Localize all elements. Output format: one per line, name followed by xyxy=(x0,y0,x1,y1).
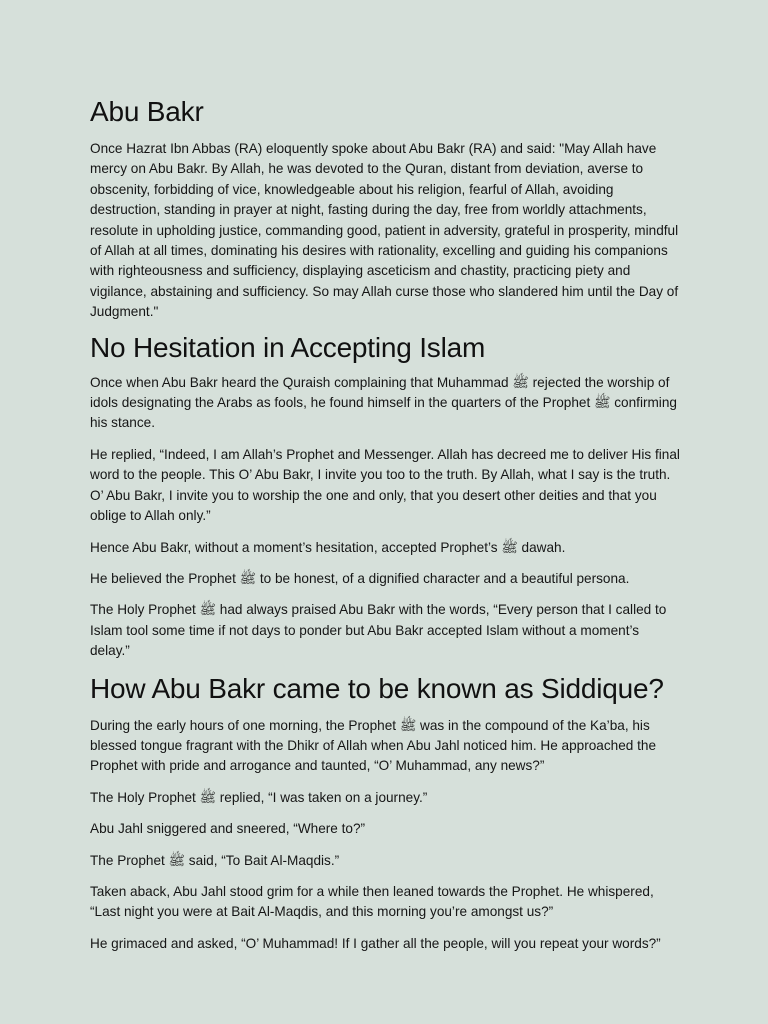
paragraph: The Holy Prophet ﷺ had always praised Abu Bakr with the words, “Every person that I called to Islam tool some time if not days to ponder but Abu Bakr accepted Islam without a moment’s delay.” xyxy=(90,602,667,659)
paragraph: During the early hours of one morning, the Prophet ﷺ was in the compound of the Ka’ba, his blessed tongue fragrant with the Dhikr of Allah when Abu Jahl noticed him. He approached the Prophet with pride and arrogance and taunted, “O’ Muhammad, any news?” xyxy=(90,717,657,774)
section-no-hesitation xyxy=(90,330,680,662)
section-abu-bakr xyxy=(90,94,680,323)
paragraph: The Holy Prophet ﷺ replied, “I was taken on a journey.” xyxy=(90,789,428,805)
paragraph: The Prophet ﷺ said, “To Bait Al-Maqdis.” xyxy=(90,852,340,868)
section-heading: How Abu Bakr came to be known as Siddique? xyxy=(90,672,664,704)
paragraph: He replied, “Indeed, I am Allah’s Prophet and Messenger. Allah has decreed me to deliver His final word to the people. This O’ Abu Bakr, I invite you too to the truth. By Allah, what I say is the truth. O’ Abu Bakr, I invite you to worship the one and only, that you desert other deities and that you oblige to Allah only.” xyxy=(90,446,680,524)
paragraph: Once when Abu Bakr heard the Quraish complaining that Muhammad ﷺ rejected the worship of idols designating the Arabs as fools, he found himself in the quarters of the Prophet ﷺ confirming his stance. xyxy=(90,374,677,431)
paragraph: He believed the Prophet ﷺ to be honest, of a dignified character and a beautiful persona. xyxy=(90,570,630,586)
section-body xyxy=(90,139,680,323)
section-body xyxy=(90,716,680,955)
section-body xyxy=(90,373,680,662)
paragraph: Hence Abu Bakr, without a moment’s hesitation, accepted Prophet’s ﷺ dawah. xyxy=(90,539,566,555)
paragraph: He grimaced and asked, “O’ Muhammad! If I gather all the people, will you repeat your words?” xyxy=(90,935,661,951)
section-heading: Abu Bakr xyxy=(90,96,204,127)
paragraph: Taken aback, Abu Jahl stood grim for a while then leaned towards the Prophet. He whispered, “Last night you were at Bait Al-Maqdis, and this morning you’re amongst us?” xyxy=(90,883,654,920)
paragraph: Abu Jahl sniggered and sneered, “Where to?” xyxy=(90,821,366,837)
section-siddique xyxy=(90,671,680,955)
section-heading: No Hesitation in Accepting Islam xyxy=(90,331,486,363)
paragraph: Once Hazrat Ibn Abbas (RA) eloquently spoke about Abu Bakr (RA) and said: "May Allah have mercy on Abu Bakr. By Allah, he was devoted to the Quran, distant from deviation, averse to obscenity, forbidding of vice, knowledgeable about his religion, fearful of Allah, avoiding destruction, standing in prayer at night, fasting during the day, free from worldly attachments, resolute in upholding justice, commanding good, patient in adversity, grateful in prosperity, mindful of Allah at all times, dominating his desires with rationality, excelling and guiding his companions with righteousness and sufficiency, displaying asceticism and chastity, practicing piety and vigilance, abstaining and sufficiency. So may Allah curse those who slandered him until the Day of Judgment." xyxy=(90,141,679,320)
